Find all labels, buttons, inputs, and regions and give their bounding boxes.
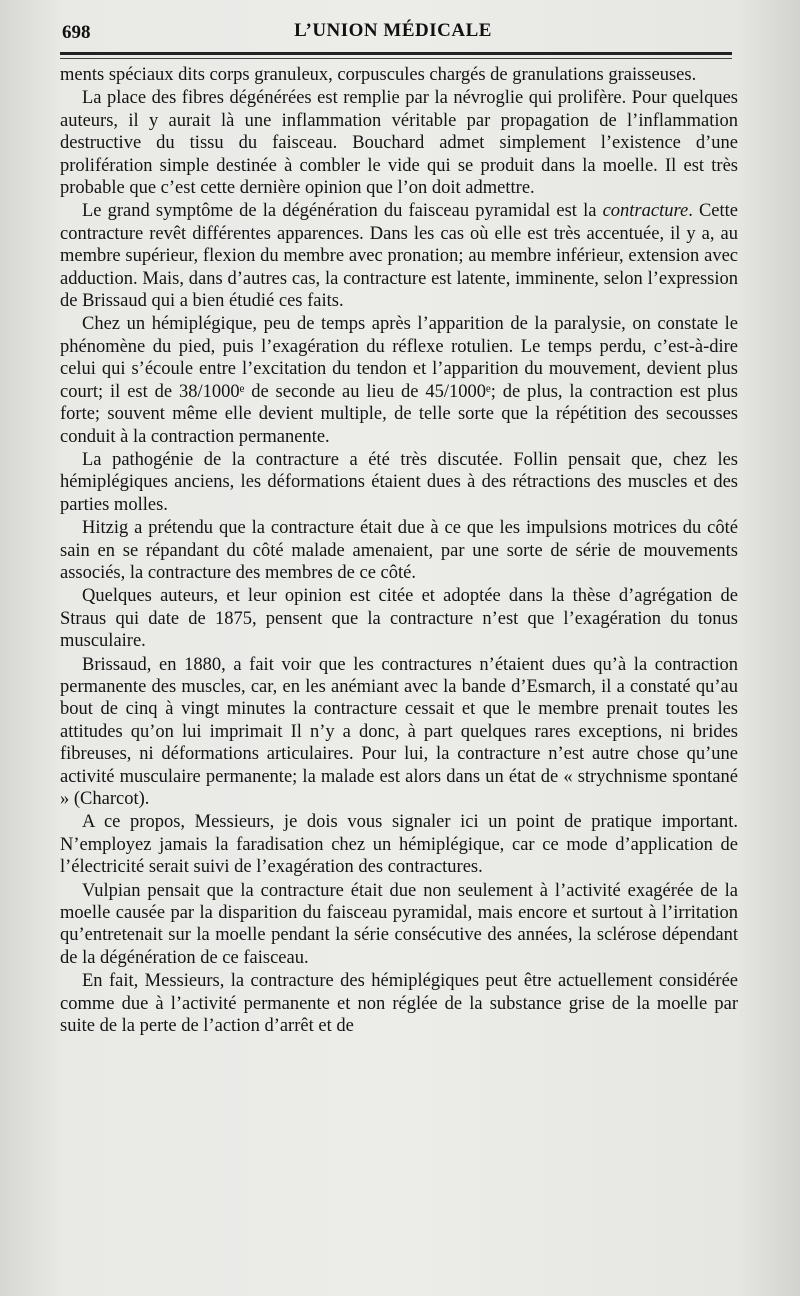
paragraph-4: Chez un hémiplégique, peu de temps après l’apparition de la paralysie, on constate le phénomène du pied, puis l’exagération du réflexe rotulien. Le temps perdu, c’est-à-dire celui qui s’écoule entre l’excitation du tendon et l’apparition du mouvement, devient plus court; il est de 38/1000ᵉ de seconde au lieu de 45/1000ᵉ; de plus, la contraction est plus forte; souvent même elle devient multiple, de telle sorte que la répétition des secousses conduit à la contraction permanente. xyxy=(60,314,738,447)
paragraph-8: Brissaud, en 1880, a fait voir que les contractures n’étaient dues qu’à la contraction permanente des muscles, car, en les anémiant avec la bande d’Esmarch, il a constaté qu’au bout de cinq à vingt minutes la contracture cessait et que le membre prenait toutes les attitudes qu’on lui imprimait Il n’y a donc, à part quelques rares exceptions, ni brides fibreuses, ni déformations articulaires. Pour lui, la contracture n’est autre chose qu’une activité musculaire permanente; la malade est alors dans un état de « strychnisme spontané » (Charcot). xyxy=(60,654,738,809)
page-number: 698 xyxy=(62,22,91,43)
paragraph-3-before: Le grand symptôme de la dégénération du faisceau pyramidal est la xyxy=(82,201,603,222)
paragraph-5: La pathogénie de la contracture a été très discutée. Follin pensait que, chez les hémiplégiques anciens, les déformations étaient dues à des rétractions des muscles et des parties molles. xyxy=(60,449,738,515)
paragraph-3 xyxy=(60,200,738,312)
paragraph-7: Quelques auteurs, et leur opinion est citée et adoptée dans la thèse d’agrégation de Straus qui date de 1875, pensent que la contracture n’est que l’exagération du tonus musculaire. xyxy=(60,586,738,652)
term-contracture: contracture xyxy=(602,201,689,222)
paragraph-6: Hitzig a prétendu que la contracture était due à ce que les impulsions motrices du côté sain en se répandant du côté malade amenaient, par une sorte de série de mouvements associés, la contracture des membres de ce côté. xyxy=(60,518,738,583)
header-rule-thin xyxy=(60,58,732,59)
page-header xyxy=(58,18,728,48)
paragraph-11: En fait, Messieurs, la contracture des hémiplégiques peut être actuellement considérée comme due à l’activité permanente et non réglée de la substance grise de la moelle par suite de la perte de l’action d’arrêt et de xyxy=(60,971,738,1037)
running-title: L’UNION MÉDICALE xyxy=(294,20,492,41)
paragraph-1: ments spéciaux dits corps granuleux, corpuscules chargés de granulations graisseuses. xyxy=(60,65,697,85)
article-body xyxy=(60,64,738,1037)
paragraph-10: Vulpian pensait que la contracture était due non seulement à l’activité exagérée de la moelle causée par la disparition du faisceau pyramidal, mais encore et surtout à l’irritation qu’entretenait sur la moelle pendant la série consécutive des années, la sclérose dépendant de la dégénération de ce faisceau. xyxy=(60,880,738,968)
paragraph-9: A ce propos, Messieurs, je dois vous signaler ici un point de pratique important. N’employez jamais la faradisation chez un hémiplégique, car ce mode d’application de l’électricité serait suivi de l’exagération des contractures. xyxy=(60,812,738,878)
header-rule xyxy=(60,52,732,55)
paragraph-3-after: . Cette contracture revêt différentes apparences. Dans les cas où elle est très accentuée, il y a, au membre supérieur, flexion du membre avec pronation; au membre inférieur, extension avec adduction. Mais, dans d’autres cas, la contracture est latente, imminente, selon l’expression de Brissaud qui a bien étudié ces faits. xyxy=(60,201,739,312)
paragraph-2: La place des fibres dégénérées est remplie par la névroglie qui prolifère. Pour quelques auteurs, il y aurait là une inflammation véritable par propagation de l’inflammation destructive du tissu du faisceau. Bouchard admet simplement l’existence d’une prolifération simple destinée à combler le vide qui se produit dans la moelle. Il est très probable que c’est cette dernière opinion que l’on doit admettre. xyxy=(60,88,738,199)
